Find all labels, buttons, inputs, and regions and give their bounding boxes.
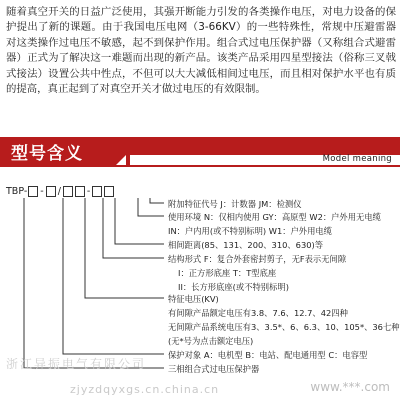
watermark-url: zjyzdqyxgs.cn.china.cn xyxy=(70,383,220,396)
watermark-company: 浙江异振电气有限公司 xyxy=(6,357,147,371)
intro-paragraph: 随着真空开关的日益广泛使用，其强开断能力引发的各类操作电压，对电力设备的保护提出了新的课题。由于我国电压电网（3-66KV）的一些特殊性，常规中压避雷器对这类操作过电压不敏感，起不到保护作用。组合式过电压保护器（又称组合式避雷器）正式为了解决这一难题而出现的新产品。该类产品采用四星型接法（俗称三叉戟式接法）设置公共中性点，不但可以大大减低相间过电压，而且相对保护水平也有质的提高，真正起到了对真空开关才做过电压的有效限制。 xyxy=(6,6,396,96)
desc-gapless-voltage: 无间隙产品系统电压有3、3.5*、6、6.3、10、105*、36七种 xyxy=(168,322,400,332)
code-separator: / xyxy=(57,185,61,197)
desc-structure-base-square: I：正方形底座 T：T型底座 xyxy=(178,268,277,278)
code-separator: - xyxy=(40,185,44,197)
code-separator: - xyxy=(86,185,91,197)
desc-structure-base-rect: II：长方形底座(或不特别标明) xyxy=(178,282,289,292)
desc-extra-feature: 附加特征代号 J：计数器 JM：检测仪 xyxy=(168,199,302,209)
section-subtitle-en: Model meaning xyxy=(322,154,392,164)
section-title: 型号含义 xyxy=(11,144,83,164)
desc-gapped-voltage: 有间隙产品额定电压有3.8、7.6、12.7、42四种 xyxy=(168,308,348,318)
desc-environment: 使用环境 N：仅相内使用 GY：高原型 W2：户外用无电缆 xyxy=(168,212,381,222)
desc-environment-detail: IN：户内用(或不特别标明) W1：户外用电缆 xyxy=(168,226,332,236)
watermark-site: www.***.com xyxy=(310,380,390,394)
desc-characteristic-voltage: 特征电压(KV) xyxy=(168,294,219,304)
desc-product-name: 三相组合式过电压保护器 xyxy=(168,364,260,374)
desc-protected-object: 保护对象 A：电机型 B：电站、配电通用型 C：电容型 xyxy=(168,350,368,360)
desc-structure: 结构形式 F：复合外套密封剪子，无F表示无间隙 xyxy=(168,254,347,264)
desc-voltage-note: (无*号为点击额定电压) xyxy=(168,336,254,346)
desc-phase-distance: 相间距离(85、131、200、310、630)等 xyxy=(168,240,324,250)
model-prefix: TBP- xyxy=(6,185,28,197)
